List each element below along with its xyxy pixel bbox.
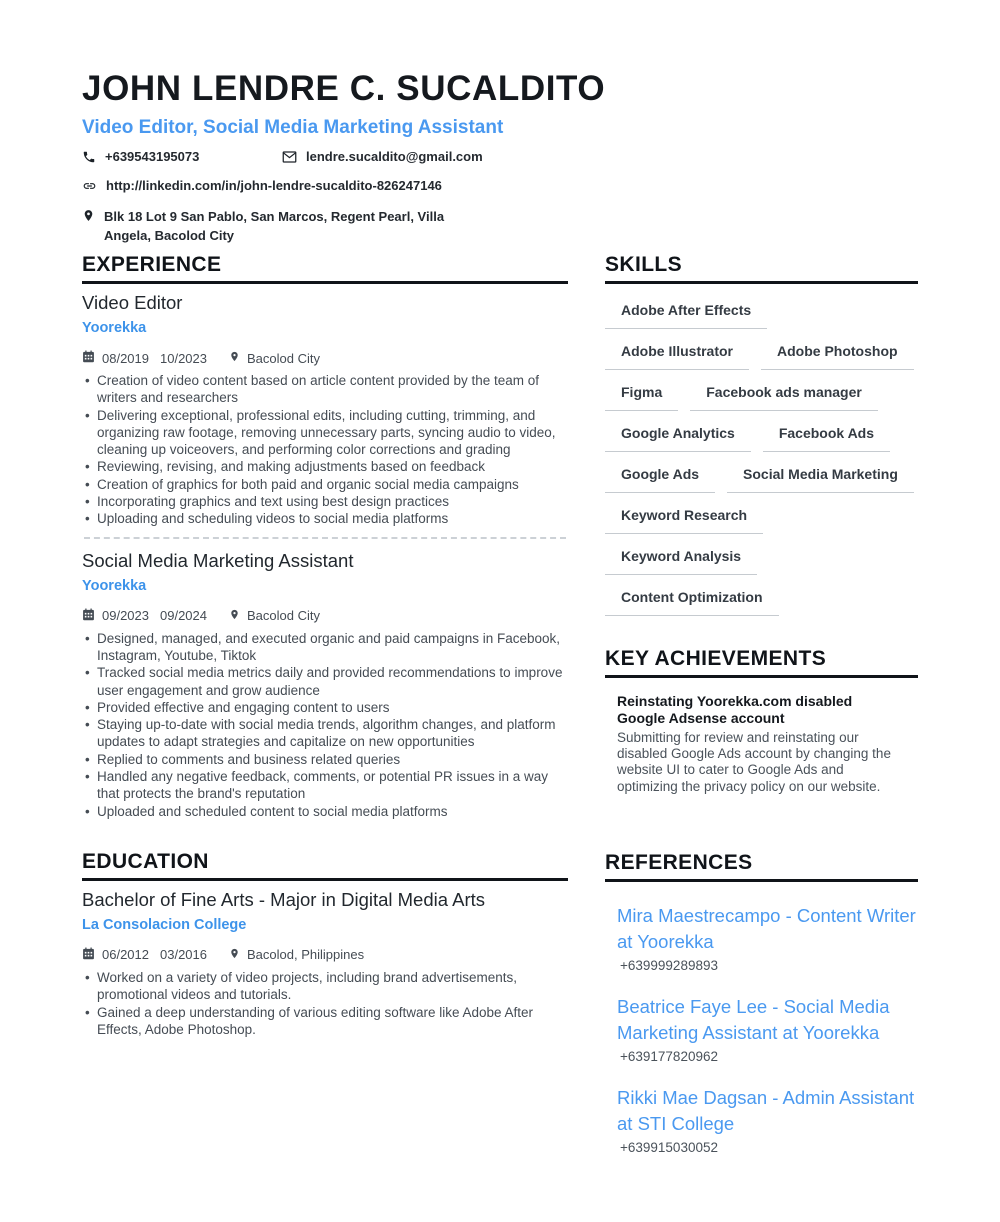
reference-entry: [605, 994, 918, 1064]
calendar-icon: [82, 608, 95, 624]
skill-tag: Facebook ads manager: [690, 384, 878, 411]
bullet-item: • Handled any negative feedback, comments, or potential PR issues in a way that protects the brand's reputation: [82, 768, 568, 803]
job-title: Social Media Marketing Assistant: [82, 549, 354, 571]
skill-tag: Adobe Photoshop: [761, 343, 914, 370]
skills-heading: SKILLS: [605, 253, 918, 284]
date-end: 09/2024: [160, 608, 207, 624]
skill-tag: Content Optimization: [605, 589, 779, 616]
job-title: Video Editor: [82, 292, 183, 313]
bullet-item: • Provided effective and engaging content to users: [82, 699, 568, 716]
reference-phone: +639999289893: [620, 957, 718, 973]
job-meta: [82, 350, 568, 366]
education-bullets: [82, 969, 568, 1038]
bullet-item: • Uploaded and scheduled content to social media platforms: [82, 803, 568, 820]
education-section: [82, 850, 568, 1038]
skill-tag: Adobe After Effects: [605, 302, 767, 329]
reference-entry: [605, 1085, 918, 1155]
bullet-item: • Gained a deep understanding of various editing software like Adobe After Effects, Adobe Photoshop.: [82, 1004, 568, 1039]
job-location: Bacolod City: [247, 350, 320, 366]
bullet-item: • Staying up-to-date with social media trends, algorithm changes, and platform updates to adapt strategies and capitalize on new opportunities: [82, 716, 568, 751]
location-icon: [229, 350, 240, 366]
date-start: 06/2012: [102, 947, 149, 963]
right-column: [605, 253, 918, 1155]
contact-block: [82, 149, 918, 245]
bullet-item: • Replied to comments and business related queries: [82, 751, 568, 768]
location-icon: [82, 208, 95, 228]
achievement-description: Submitting for review and reinstating our disabled Google Ads account by changing the website UI to cater to Google Ads and optimizing the privacy policy on our website.: [617, 730, 891, 794]
skill-tag: Google Ads: [605, 466, 715, 493]
bullet-item: • Designed, managed, and executed organic and paid campaigns in Facebook, Instagram, Youtube, Tiktok: [82, 630, 568, 665]
phone-number: +639543195073: [105, 149, 200, 164]
mail-icon: [282, 150, 297, 167]
job-bullets: [82, 372, 568, 528]
linkedin-url[interactable]: http://linkedin.com/in/john-lendre-sucaldito-826247146: [106, 178, 442, 193]
education-meta: [82, 947, 568, 963]
job-bullets: [82, 630, 568, 820]
skill-tag: Facebook Ads: [763, 425, 890, 452]
link-contact[interactable]: [82, 178, 442, 196]
achievements-heading: KEY ACHIEVEMENTS: [605, 647, 918, 678]
skill-tag: Adobe Illustrator: [605, 343, 749, 370]
job-entry: [82, 550, 568, 820]
company-link[interactable]: Yoorekka: [82, 577, 147, 594]
location-icon: [229, 947, 240, 963]
address-contact: [82, 207, 482, 245]
left-column: [82, 253, 568, 1155]
person-name: JOHN LENDRE C. SUCALDITO: [82, 69, 606, 108]
email-address: lendre.sucaldito@gmail.com: [306, 149, 483, 164]
bullet-item: • Delivering exceptional, professional edits, including cutting, trimming, and organizing raw footage, removing unnecessary parts, syncing audio to video, cleaning up voiceovers, and performing color corrections and grading: [82, 407, 568, 459]
achievement-entry: [605, 693, 895, 795]
experience-heading: EXPERIENCE: [82, 253, 568, 284]
bullet-item: • Creation of video content based on article content provided by the team of writers and researchers: [82, 372, 568, 407]
skill-tag: Keyword Analysis: [605, 548, 757, 575]
school-link[interactable]: La Consolacion College: [82, 916, 247, 933]
education-entry: [82, 889, 568, 1038]
references-section: [605, 851, 918, 1155]
email-contact: [282, 149, 483, 167]
phone-contact: [82, 149, 282, 167]
skill-tag: Google Analytics: [605, 425, 751, 452]
bullet-item: • Tracked social media metrics daily and provided recommendations to improve user engagement and grow audience: [82, 664, 568, 699]
bullet-item: • Creation of graphics for both paid and organic social media campaigns: [82, 476, 568, 493]
bullet-item: • Incorporating graphics and text using best design practices: [82, 493, 568, 510]
education-heading: EDUCATION: [82, 850, 568, 881]
reference-name-link[interactable]: Mira Maestrecampo - Content Writer at Yoorekka: [617, 904, 916, 952]
calendar-icon: [82, 947, 95, 963]
bullet-item: • Worked on a variety of video projects, including brand advertisements, promotional videos and tutorials.: [82, 969, 568, 1004]
references-heading: REFERENCES: [605, 851, 918, 882]
reference-name-link[interactable]: Rikki Mae Dagsan - Admin Assistant at STI College: [617, 1086, 915, 1134]
job-meta: [82, 608, 568, 624]
skills-list: [605, 302, 918, 616]
bullet-item: • Reviewing, revising, and making adjustments based on feedback: [82, 458, 568, 475]
address-text: Blk 18 Lot 9 San Pablo, San Marcos, Regent Pearl, Villa Angela, Bacolod City: [104, 209, 445, 243]
achievement-title: Reinstating Yoorekka.com disabled Google Adsense account: [617, 693, 853, 726]
skill-tag: Figma: [605, 384, 678, 411]
reference-entry: [605, 903, 918, 973]
job-location: Bacolod City: [247, 608, 320, 624]
date-end: 03/2016: [160, 947, 207, 963]
skill-tag: Keyword Research: [605, 507, 763, 534]
skill-tag: Social Media Marketing: [727, 466, 914, 493]
calendar-icon: [82, 350, 95, 366]
education-location: Bacolod, Philippines: [247, 947, 365, 963]
phone-icon: [82, 150, 96, 167]
company-link[interactable]: Yoorekka: [82, 320, 147, 336]
job-entry: [82, 292, 568, 528]
date-start: 08/2019: [102, 350, 149, 366]
achievements-section: [605, 647, 918, 795]
skills-section: [605, 253, 918, 616]
experience-section: [82, 253, 568, 820]
person-job-title: Video Editor, Social Media Marketing Assistant: [82, 117, 504, 138]
degree-title: Bachelor of Fine Arts - Major in Digital Media Arts: [82, 888, 486, 910]
location-icon: [229, 608, 240, 624]
link-icon: [82, 179, 97, 196]
job-divider: [84, 537, 566, 539]
date-start: 09/2023: [102, 608, 149, 624]
date-end: 10/2023: [160, 350, 207, 366]
header: [82, 70, 918, 245]
reference-phone: +639915030052: [620, 1139, 718, 1155]
bullet-item: • Uploading and scheduling videos to social media platforms: [82, 510, 568, 527]
reference-phone: +639177820962: [620, 1048, 718, 1064]
reference-name-link[interactable]: Beatrice Faye Lee - Social Media Marketing Assistant at Yoorekka: [617, 995, 890, 1043]
